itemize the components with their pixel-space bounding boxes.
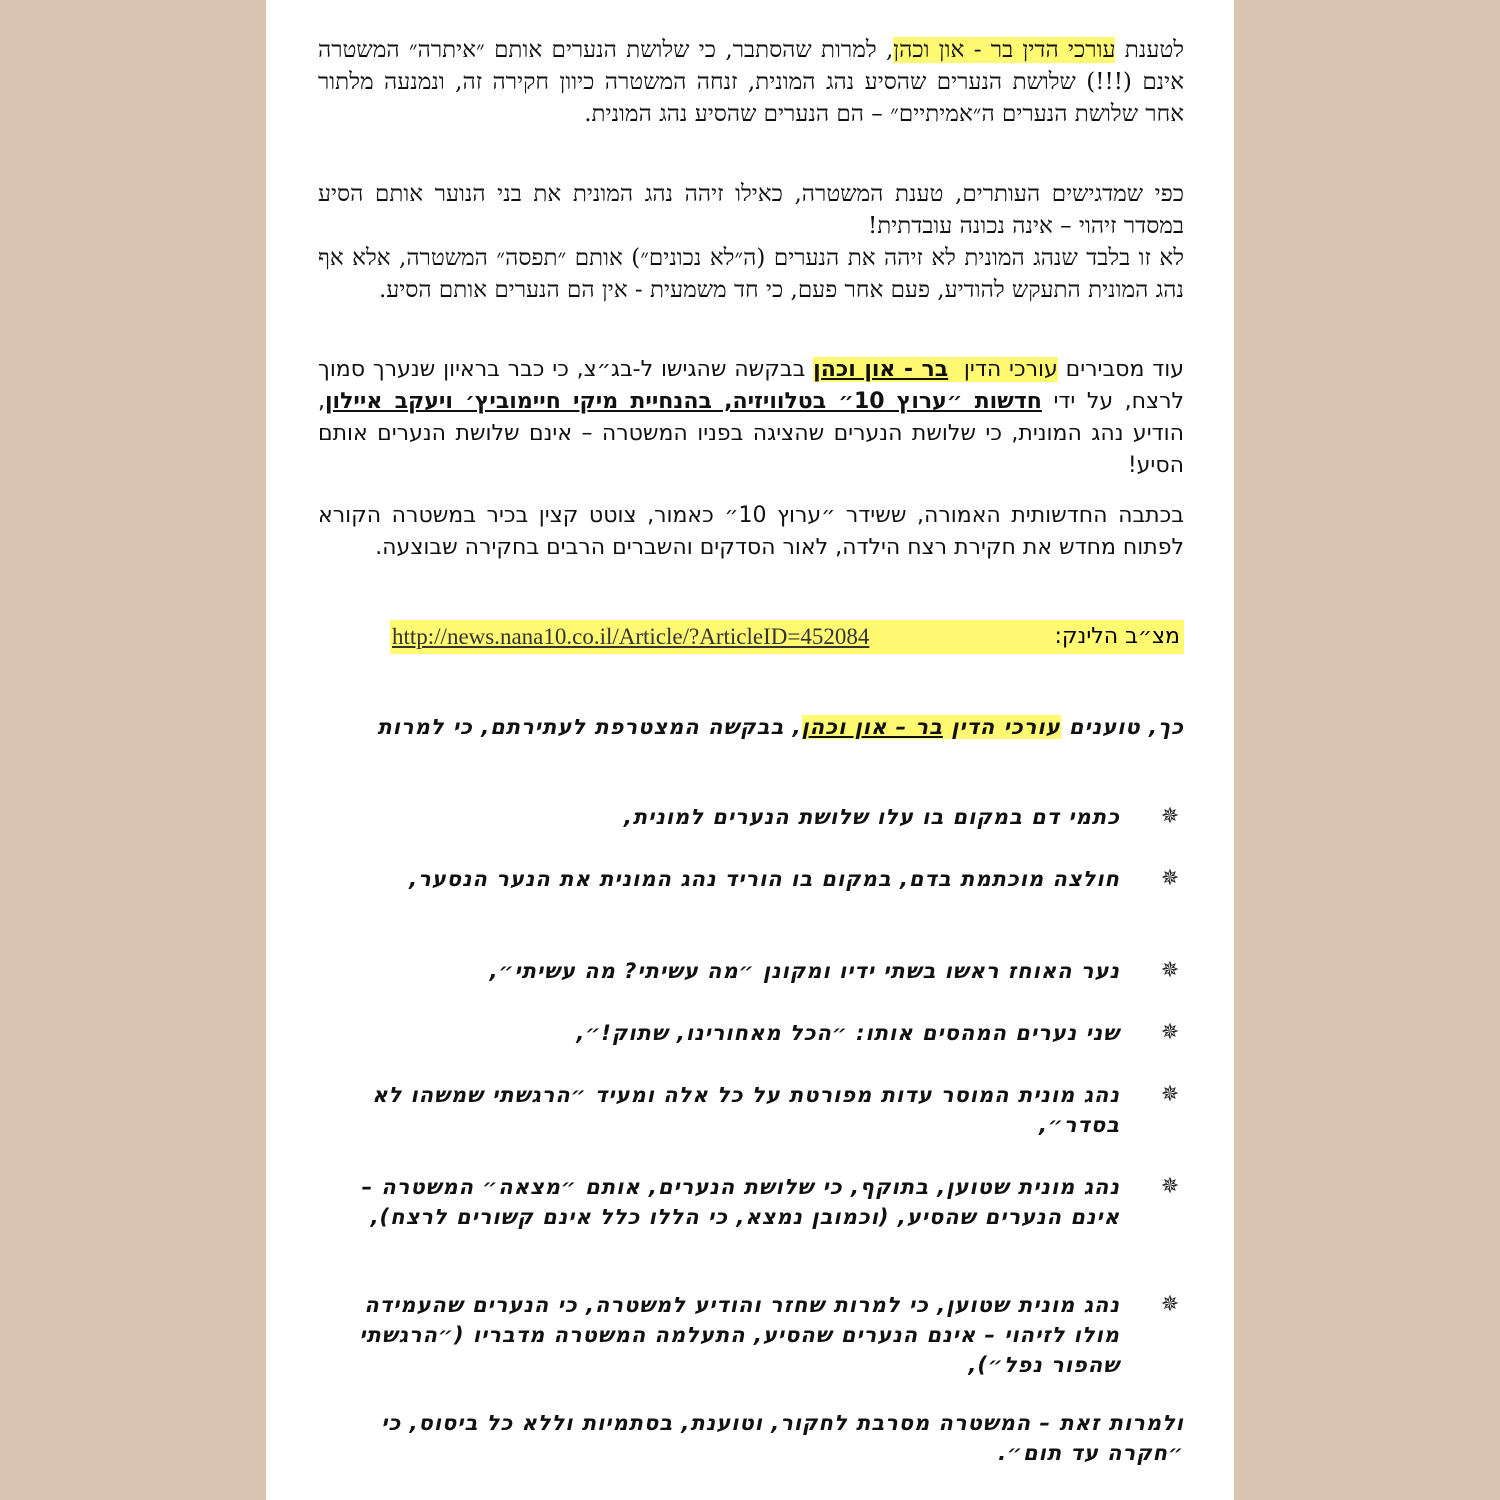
link-row [390, 620, 1184, 654]
paragraph-2: כפי שמדגישים העותרים, טענת המשטרה, כאילו זיהה נהג המונית את בני הנוער אותם הסיע במסדר זיהוי – אינה נכונה עובדתית! [318, 181, 1184, 239]
bullet-star-icon: ✵ [1160, 866, 1180, 891]
paragraph-3-mid: בבקשה שהגישו ל-בג״צ, כי כבר בראיון שנערך סמוך לרצח, על ידי [318, 357, 1184, 414]
link-label: מצ״ב הלינק: [1054, 624, 1180, 649]
paragraph-4: בכתבה החדשותית האמורה, ששידר ״ערוץ 10״ כאמור, צוטט קצין בכיר במשטרה הקורא לפתוח מחדש את חקירת רצח הילדה, לאור הסדקים והשברים הרבים בחקירה שבוצעה. [318, 503, 1184, 560]
highlight-lawyers: עורכי הדין בר - און וכהן [893, 37, 1116, 63]
intro-suffix: , בבקשה המצטרפת לעתירתם, כי למרות [377, 715, 802, 739]
bullet-item: שני נערים המהסים אותו: ״הכל מאחורינו, שתוק!״, [576, 1021, 1120, 1045]
closing-paragraph: ולמרות זאת – המשטרה מסרבת לחקור, וטוענת, בסתמיות וללא כל ביסוס, כי ״חקרה עד תום״. [381, 1411, 1184, 1465]
lawyers-title: עורכי הדין [951, 715, 1061, 739]
lawyers-title: עורכי הדין [963, 357, 1058, 382]
highlight-lawyers [802, 715, 1061, 739]
bullet-star-icon: ✵ [1160, 1020, 1180, 1045]
paragraph-3-prefix: עוד מסבירים [1057, 357, 1185, 382]
bullet-item: נהג מונית שטוען, בתוקף, כי שלושת הנערים, אותם ״מצאה״ המשטרה – אינם הנערים שהסיע, (וכמובן נמצא, כי הללו כלל אינם קשורים לרצח), [361, 1175, 1120, 1229]
intro-prefix: כך, טוענים [1060, 715, 1184, 739]
paragraph-3 [318, 354, 1184, 482]
bullet-item: נהג מונית שטוען, כי למרות שחזר והודיע למשטרה, כי הנערים שהעמידה מולו לזיהוי – אינם הנערים שהסיע, התעלמה המשטרה מדבריו (״הרגשתי שהפור נפל״), [359, 1293, 1120, 1377]
lawyers-names: בר - און וכהן [813, 357, 949, 382]
bullet-star-icon: ✵ [1160, 1174, 1180, 1199]
article-link[interactable]: http://news.nana10.co.il/Article/?ArticleID=452084 [392, 624, 870, 649]
paragraph-3-suffix: , הודיע נהג המונית, כי שלושת הנערים שהציגה בפניו המשטרה – אינם שלושת הנערים אותם הסיע! [318, 389, 1184, 478]
bullet-star-icon: ✵ [1160, 1082, 1180, 1107]
bullet-item: חולצה מוכתמת בדם, במקום בו הוריד נהג המונית את הנער הנסער, [409, 867, 1120, 891]
paragraph-2b: לא זו בלבד שנהג המונית לא זיהה את הנערים (ה״לא נכונים״) אותם ״תפסה״ המשטרה, אלא אף נהג המונית התעקש להודיע, פעם אחר פעם, כי חד משמעית - אין הם הנערים אותם הסיע. [318, 245, 1184, 303]
news-source: חדשות ״ערוץ 10״ בטלוויזיה, בהנחיית מיקי חיימוביץ׳ ויעקב איילון [325, 389, 1042, 414]
bullet-item: נהג מונית המוסר עדות מפורטת על כל אלה ומעיד ״הרגשתי שמשהו לא בסדר״, [372, 1083, 1120, 1137]
lawyers-names: בר – און וכהן [801, 715, 943, 739]
bullet-star-icon: ✵ [1160, 958, 1180, 983]
paragraph-1-text: , למרות שהסתבר, כי שלושת הנערים אותם ״איתרה״ המשטרה אינם (!!!) שלושת הנערים שהסיע נהג המונית, זנחה המשטרה כיוון חקירה זה, ונמנעה מלתור אחר שלושת הנערים ה״אמיתיים״ – הם הנערים שהסיע נהג המונית. [318, 37, 1184, 127]
bullet-star-icon: ✵ [1160, 1292, 1180, 1317]
paragraph-1-prefix: לטענת [1115, 37, 1184, 63]
bullet-item: נער האוחז ראשו בשתי ידיו ומקונן ״מה עשיתי? מה עשיתי״, [489, 959, 1120, 983]
paragraph-1 [318, 34, 1184, 130]
bullet-star-icon: ✵ [1160, 804, 1180, 829]
highlight-lawyers [813, 357, 1058, 382]
bullet-item: כתמי דם במקום בו עלו שלושת הנערים למונית, [623, 805, 1120, 829]
claims-intro [318, 712, 1184, 742]
